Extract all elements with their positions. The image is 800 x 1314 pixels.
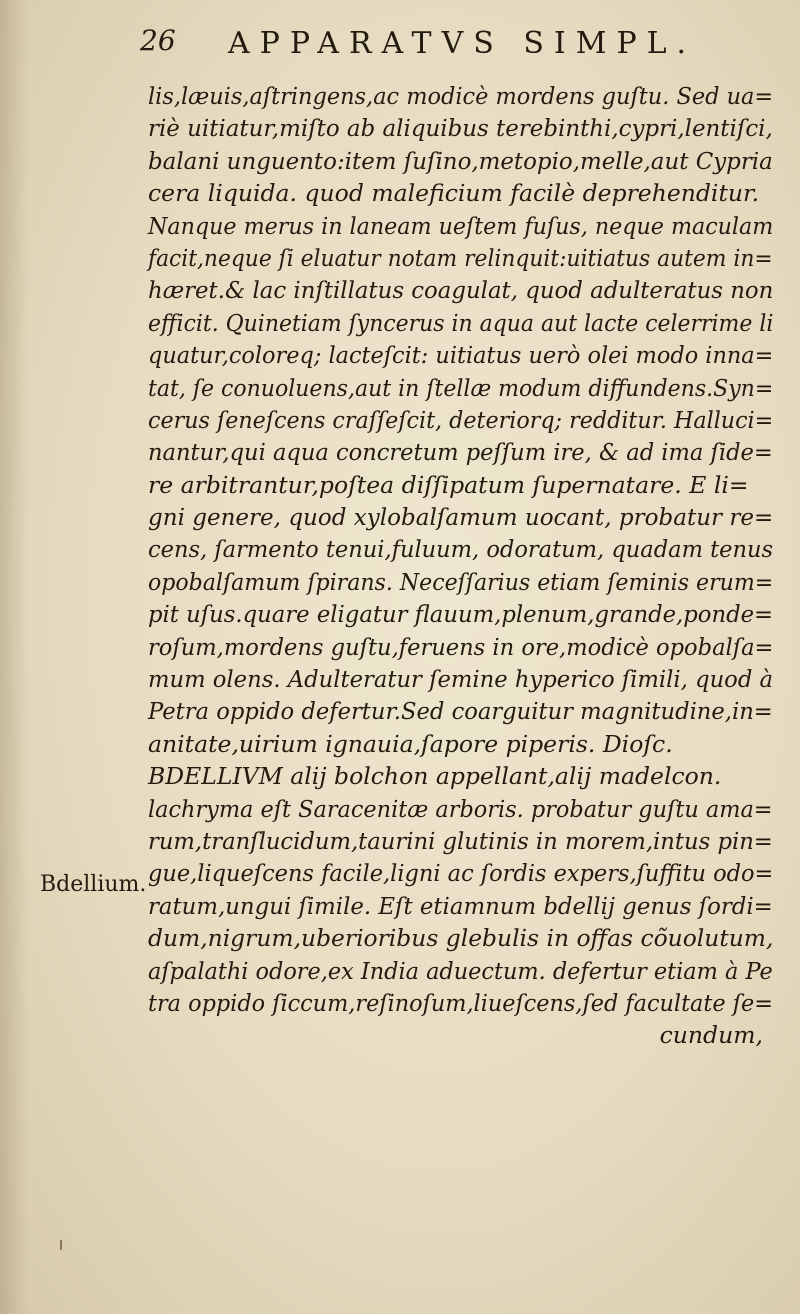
text-block xyxy=(148,80,773,1052)
text-line: cens, ſarmento tenui,fuluum, odoratum, quadam tenus xyxy=(148,535,774,564)
gutter-shadow xyxy=(0,0,28,1314)
text-line: nantur,qui aqua concretum peſſum ire, & ad ima ſide= xyxy=(148,438,773,467)
text-line: Nanque merus in laneam ueſtem fuſus, neque maculam xyxy=(148,211,774,240)
text-line: gue,liqueſcens facile,ligni ac ſordis expers,ſuffitu odo= xyxy=(148,859,774,888)
page-speck xyxy=(60,1240,62,1250)
text-line: BDELLIVM alij bolchon appellant,alij madelcon. xyxy=(148,762,722,791)
page-header xyxy=(140,20,760,60)
text-line: quatur,coloreq; lacteſcit: uitiatus uerò olei modo inna= xyxy=(148,341,774,370)
margin-note: Bdellium. xyxy=(40,872,147,897)
text-line: hæret.& lac inſtillatus coagulat, quod adulteratus non xyxy=(148,276,774,305)
text-line: pit uſus.quare eligatur flauum,plenum,grande,ponde= xyxy=(148,600,774,629)
catchword-line: cundum, xyxy=(659,1021,763,1050)
text-line: re arbitrantur,poſtea diſſipatum ſupernatare. E li= xyxy=(148,470,749,499)
text-line: tra oppido ſiccum,reſinoſum,liueſcens,ſed facultate ſe= xyxy=(148,988,773,1017)
text-line: balani unguento:item ſuſino,metopio,melle,aut Cypria xyxy=(148,146,773,175)
text-line: mum olens. Adulteratur ſemine hyperico ſimili, quod à xyxy=(148,665,774,694)
text-line: gni genere, quod xylobalſamum uocant, probatur re= xyxy=(148,503,774,532)
text-line: tat, ſe conuoluens,aut in ſtellæ modum diffundens.Syn= xyxy=(148,373,774,402)
text-line: dum,nigrum,uberioribus glebulis in offas cõuolutum, xyxy=(148,924,774,953)
text-line: roſum,mordens guſtu,feruens in ore,modicè opobalſa= xyxy=(148,632,774,661)
text-line: riè uitiatur,miſto ab aliquibus terebinthi,cypri,lentiſci, xyxy=(148,114,773,143)
text-line: cera liquida. quod maleficium facilè deprehenditur. xyxy=(148,179,760,208)
text-line: lis,læuis,aſtringens,ac modicè mordens guſtu. Sed ua= xyxy=(148,82,774,110)
text-line: ratum,ungui ſimile. Eſt etiamnum bdellij genus ſordi= xyxy=(148,891,773,920)
text-line: cerus ſeneſcens craſſeſcit, deteriorq; redditur. Halluci= xyxy=(148,405,774,434)
running-title: APPARATVS SIMPL. xyxy=(228,26,697,61)
page-number: 26 xyxy=(140,24,176,57)
text-line: Petra oppido defertur.Sed coarguitur magnitudine,in= xyxy=(148,697,773,726)
text-line: rum,tranſlucidum,taurini glutinis in morem,intus pin= xyxy=(148,826,773,855)
text-line: anitate,uirium ignauia,ſapore piperis. Dioſc. xyxy=(148,729,673,758)
text-line: aſpalathi odore,ex India aduectum. defertur etiam à Pe xyxy=(148,956,773,985)
text-line: lachryma eſt Saracenitæ arboris. probatur guſtu ama= xyxy=(148,794,773,823)
text-line: efficit. Quinetiam ſyncerus in aqua aut lacte celerrime li xyxy=(148,308,774,337)
text-line: facit,neque ſi eluatur notam relinquit:uitiatus autem in= xyxy=(148,243,773,272)
text-line: opobalſamum ſpirans. Neceſſarius etiam ſeminis erum= xyxy=(148,567,774,596)
